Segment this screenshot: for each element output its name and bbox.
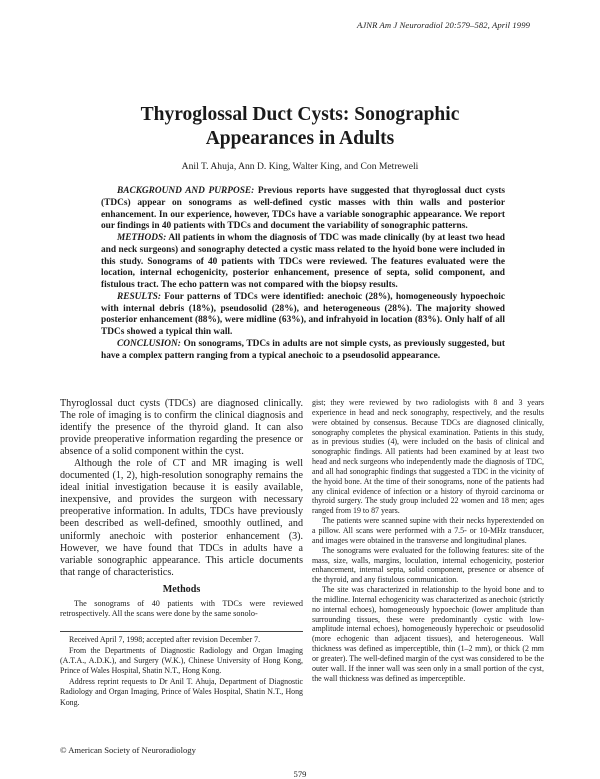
abstract-conclusion-text: On sonograms, TDCs in adults are not simple cysts, as previously suggested, but have a complex pattern ranging from a typical anechoic to a pseudosolid appearance. — [101, 338, 505, 361]
abstract-methods-text: All patients in whom the diagnosis of TDC was made clinically (by at least two head and neck surgeons) and sonography detected a cystic mass related to the hyoid bone were included in this study. Sonograms of 40 patients with TDCs were reviewed. The features evaluated were the location, internal echogenicity, posterior enhancement, presence of septa, solid component, and fistulous tract. The echo pattern was not compared with the biopsy results. — [101, 233, 505, 290]
methods-paragraph-start: The sonograms of 40 patients with TDCs were reviewed retrospectively. All the scans were done by the same sonolo- — [60, 598, 303, 618]
body-column-right — [312, 398, 544, 683]
footnote-received: Received April 7, 1998; accepted after revision December 7. — [69, 635, 261, 644]
author-list: Anil T. Ahuja, Ann D. King, Walter King, and Con Metreweli — [181, 161, 419, 172]
page-number: 579 — [293, 769, 307, 779]
abstract-background-text: Previous reports have suggested that thyroglossal duct cysts (TDCs) appear on sonograms as well-defined cystic masses with thin walls and posterior enhancement. In our experience, however, TDCs have a variable sonographic appearance. We report our findings in 40 patients with TDCs and document the variability of sonographic patterns. — [101, 186, 505, 232]
abstract-results-text: Four patterns of TDCs were identified: anechoic (28%), homogeneously hypoechoic with internal debris (18%), pseudosolid (28%), and heterogeneous (28%). The majority showed posterior enhancement (88%), were midline (63%), and infrahyoid in location (83%). Only half of all TDCs showed a typical thin wall. — [101, 291, 505, 337]
abstract-results-label: RESULTS: — [117, 291, 161, 302]
body-column-left — [60, 398, 303, 619]
intro-paragraph-2: Although the role of CT and MR imaging is well documented (1, 2), high-resolution sonography remains the ideal initial investigation because it is easily available, inexpensive, and provides the surgeon with necessary preoperative information. In adults, TDCs have previously been described as well-defined, smoothly outlined, and uniformly anechoic with posterior enhancement (3). However, we have found that TDCs in adults have a variable sonographic appearance. This article documents that range of characteristics. — [60, 458, 303, 578]
methods-heading: Methods — [162, 583, 201, 595]
abstract-background-label: BACKGROUND AND PURPOSE: — [117, 186, 255, 196]
abstract-results — [101, 292, 505, 339]
footnotes — [60, 631, 303, 709]
abstract — [101, 186, 505, 362]
abstract-conclusion-label: CONCLUSION: — [117, 338, 181, 349]
abstract-methods — [101, 233, 505, 292]
abstract-methods-label: METHODS: — [117, 233, 167, 243]
copyright-notice: © American Society of Neuroradiology — [60, 745, 196, 755]
article-title — [0, 103, 600, 151]
abstract-conclusion — [101, 339, 505, 363]
abstract-background — [101, 186, 505, 233]
methods-site-paragraph: The site was characterized in relationship to the hyoid bone and to the midline. Internal echogenicity was characterized as anechoic (strictly no internal echoes), homogeneously hypoechoic (lower amplitude than surrounding tissues, these were predominantly cystic with low-amplitude internal echoes), homogeneously hyperechoic or pseudosolid (more echogenic than adjacent tissues), and heterogeneous. Wall thickness was defined as imperceptible, thin (1–2 mm), or thick (2 mm or greater). The well-defined margin of the cyst was considered to be the outer wall. If the inner wall was seen only in a small portion of the cyst, the wall thickness was defined as imperceptible. — [312, 585, 544, 683]
running-head: AJNR Am J Neuroradiol 20:579–582, April 1999 — [356, 20, 530, 30]
intro-paragraph-1: Thyroglossal duct cysts (TDCs) are diagnosed clinically. The role of imaging is to confirm the clinical diagnosis and identify the presence of the thyroid gland. It can also provide preoperative information regarding the presence or absence of a solid component within the cyst. — [60, 398, 303, 458]
methods-paragraph-continued: gist; they were reviewed by two radiologists with 8 and 3 years experience in head and neck sonography, respectively, and the results were obtained by consensus. Because TDCs are diagnosed clinically, sonography completes the physical examination. Patients in this study, as in previous studies (4), were included on the basis of clinical and sonographic findings. All patients had been examined by at least two head and neck surgeons who independently made the diagnosis of TDC, and all had sonographic findings that suggested a TDC in the vicinity of the hyoid bone. At the time of their sonograms, none of the patients had any clinical evidence of infection or a history of thyroid carcinoma or thyroid surgery. The study group included 22 women and 18 men; ages ranged from 19 to 87 years. — [312, 398, 544, 516]
title-line-1: Thyroglossal Duct Cysts: Sonographic — [140, 104, 460, 125]
title-line-2: Appearances in Adults — [205, 128, 395, 149]
methods-scanning-paragraph: The patients were scanned supine with their necks hyperextended on a pillow. All scans were performed with a 7.5- or 10-MHz transducer, and images were obtained in the transverse and longitudinal planes. — [312, 516, 544, 545]
methods-features-paragraph: The sonograms were evaluated for the following features: site of the mass, size, walls, margins, loculation, internal echogenicity, posterior enhancement, internal septa, solid component, presence or absence of the thyroid, and any fistulous communication. — [312, 545, 544, 585]
footnote-reprints: Address reprint requests to Dr Anil T. Ahuja, Department of Diagnostic Radiology and Organ Imaging, Prince of Wales Hospital, Shatin N.T., Hong Kong. — [60, 677, 303, 707]
footnote-affiliation: From the Departments of Diagnostic Radiology and Organ Imaging (A.T.A., A.D.K.), and Surgery (W.K.), Chinese University of Hong Kong, Prince of Wales Hospital, Shatin N.T., Hong Kong. — [60, 646, 303, 676]
